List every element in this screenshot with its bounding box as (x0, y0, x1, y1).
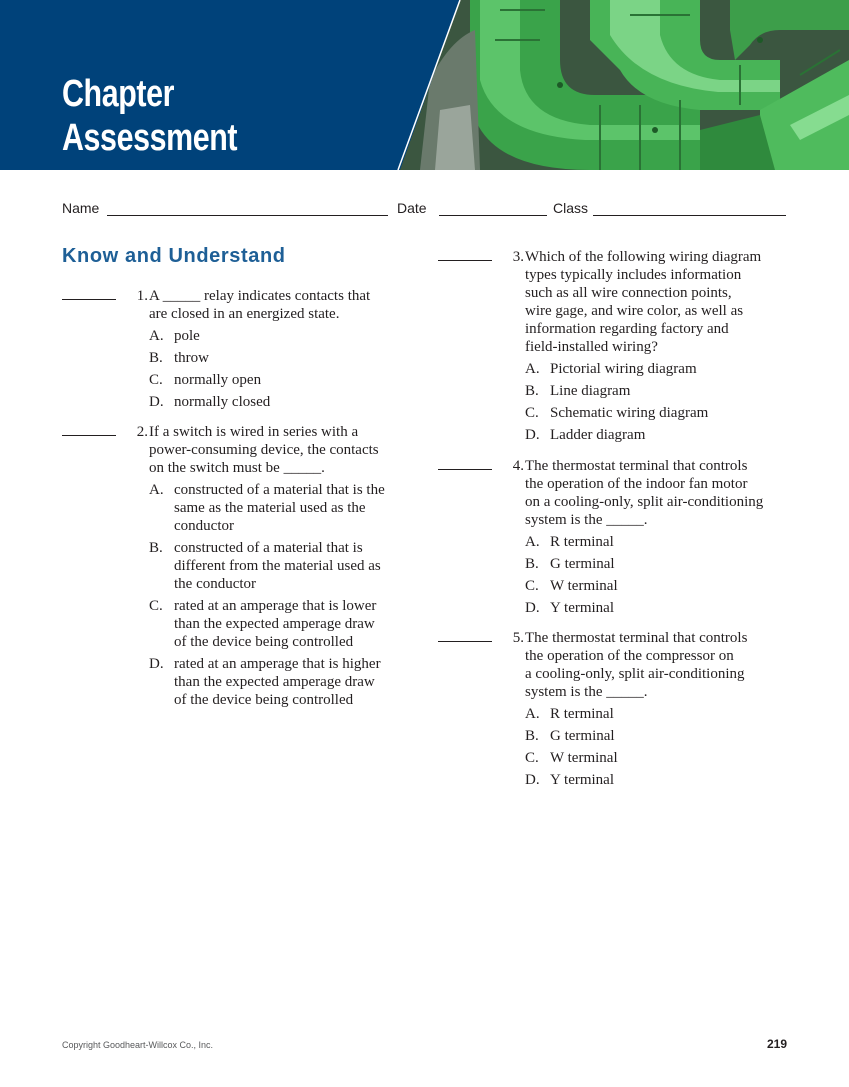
option-text: of the device being controlled (174, 692, 354, 708)
chapter-title-line1: Chapter (62, 73, 175, 115)
option-b (149, 539, 385, 593)
question-number: 1. (136, 288, 148, 304)
option-letter: C. (149, 598, 163, 614)
question-text-line: system is the _____. (525, 512, 648, 528)
answer-blank[interactable] (438, 641, 492, 642)
option-d (525, 599, 618, 617)
option-text: Schematic wiring diagram (550, 405, 709, 421)
question-text-line: Which of the following wiring diagram (525, 249, 762, 265)
option-d (149, 655, 385, 709)
option-text: same as the material used as the (174, 500, 366, 516)
option-letter: C. (525, 750, 539, 766)
option-letter: A. (525, 361, 540, 377)
question-text-line: The thermostat terminal that controls (525, 630, 748, 646)
answer-blank[interactable] (62, 435, 116, 436)
question-4 (438, 457, 798, 622)
question-text-line: types typically includes information (525, 267, 742, 283)
option-letter: C. (525, 578, 539, 594)
question-text-line: A _____ relay indicates contacts that (149, 288, 371, 304)
question-number: 4. (512, 458, 524, 474)
option-text: G terminal (550, 556, 615, 572)
option-letter: B. (525, 383, 539, 399)
answer-options (149, 481, 385, 713)
class-field[interactable] (593, 215, 786, 216)
option-letter: C. (525, 405, 539, 421)
option-b (149, 349, 270, 367)
question-text-line: a cooling-only, split air-conditioning (525, 666, 745, 682)
option-text: Line diagram (550, 383, 631, 399)
option-letter: B. (525, 556, 539, 572)
option-text: normally closed (174, 394, 271, 410)
option-a (149, 481, 385, 535)
question-text (149, 423, 379, 477)
option-c (525, 404, 708, 422)
option-text: G terminal (550, 728, 615, 744)
name-label: Name (62, 200, 100, 216)
chapter-title-line2: Assessment (62, 117, 238, 159)
option-text: R terminal (550, 534, 614, 550)
student-info-line (62, 200, 786, 220)
option-letter: B. (149, 540, 163, 556)
answer-options (149, 327, 270, 415)
question-text-line: information regarding factory and (525, 321, 729, 337)
option-letter: C. (149, 372, 163, 388)
option-c (525, 577, 618, 595)
question-text (525, 248, 761, 356)
question-text (149, 287, 370, 323)
question-text-line: The thermostat terminal that controls (525, 458, 748, 474)
option-letter: D. (149, 394, 164, 410)
question-text-line: wire gage, and wire color, as well as (525, 303, 744, 319)
question-text (525, 457, 763, 529)
option-a (525, 533, 618, 551)
answer-blank[interactable] (438, 260, 492, 261)
option-letter: A. (149, 328, 164, 344)
question-text-line: field-installed wiring? (525, 339, 658, 355)
option-text: the conductor (174, 576, 257, 592)
option-text: throw (174, 350, 209, 366)
option-text: normally open (174, 372, 262, 388)
option-letter: D. (525, 427, 540, 443)
question-text-line: If a switch is wired in series with a (149, 424, 359, 440)
option-letter: B. (149, 350, 163, 366)
option-text: conductor (174, 518, 234, 534)
answer-blank[interactable] (62, 299, 116, 300)
option-d (525, 426, 708, 444)
question-5 (438, 629, 798, 794)
option-letter: D. (149, 656, 164, 672)
option-letter: A. (525, 534, 540, 550)
chapter-title (62, 72, 237, 160)
name-field[interactable] (107, 215, 388, 216)
option-c (525, 749, 618, 767)
option-text: R terminal (550, 706, 614, 722)
option-text: constructed of a material that is (174, 540, 363, 556)
option-text: rated at an amperage that is higher (174, 656, 381, 672)
option-text: W terminal (550, 578, 618, 594)
option-letter: B. (525, 728, 539, 744)
question-2 (62, 423, 422, 713)
class-label: Class (553, 200, 589, 216)
option-c (149, 597, 385, 651)
option-b (525, 727, 618, 745)
answer-blank[interactable] (438, 469, 492, 470)
option-text: Pictorial wiring diagram (550, 361, 697, 377)
option-letter: A. (525, 706, 540, 722)
option-text: constructed of a material that is the (174, 482, 385, 498)
question-1 (62, 287, 422, 417)
answer-options (525, 360, 708, 448)
answer-options (525, 705, 618, 793)
question-number: 3. (512, 249, 524, 265)
question-text-line: are closed in an energized state. (149, 306, 340, 322)
option-a (149, 327, 270, 345)
question-text-line: system is the _____. (525, 684, 648, 700)
option-text: Y terminal (550, 772, 615, 788)
option-letter: A. (149, 482, 164, 498)
date-label: Date (397, 200, 427, 216)
option-d (525, 771, 618, 789)
question-text-line: power-consuming device, the contacts (149, 442, 379, 458)
option-letter: D. (525, 600, 540, 616)
date-field[interactable] (439, 215, 547, 216)
option-text: W terminal (550, 750, 618, 766)
question-text-line: on the switch must be _____. (149, 460, 325, 476)
question-text-line: such as all wire connection points, (525, 285, 732, 301)
question-text-line: the operation of the compressor on (525, 648, 734, 664)
option-text: of the device being controlled (174, 634, 354, 650)
option-b (525, 555, 618, 573)
question-text (525, 629, 747, 701)
option-text: than the expected amperage draw (174, 616, 375, 632)
option-a (525, 705, 618, 723)
option-text: Ladder diagram (550, 427, 646, 443)
option-text: pole (174, 328, 200, 344)
option-b (525, 382, 708, 400)
question-number: 2. (136, 424, 148, 440)
option-text: rated at an amperage that is lower (174, 598, 377, 614)
section-heading: Know and Understand (62, 245, 286, 267)
option-text: different from the material used as (174, 558, 381, 574)
question-number: 5. (512, 630, 524, 646)
option-d (149, 393, 270, 411)
question-text-line: the operation of the indoor fan motor (525, 476, 748, 492)
option-text: Y terminal (550, 600, 615, 616)
page-number: 219 (766, 1037, 787, 1051)
option-c (149, 371, 270, 389)
copyright-notice: Copyright Goodheart-Willcox Co., Inc. (62, 1040, 214, 1050)
chapter-header-banner (0, 0, 849, 170)
option-text: than the expected amperage draw (174, 674, 375, 690)
question-3 (438, 248, 798, 448)
option-letter: D. (525, 772, 540, 788)
option-a (525, 360, 708, 378)
question-text-line: on a cooling-only, split air-conditioning (525, 494, 764, 510)
answer-options (525, 533, 618, 621)
